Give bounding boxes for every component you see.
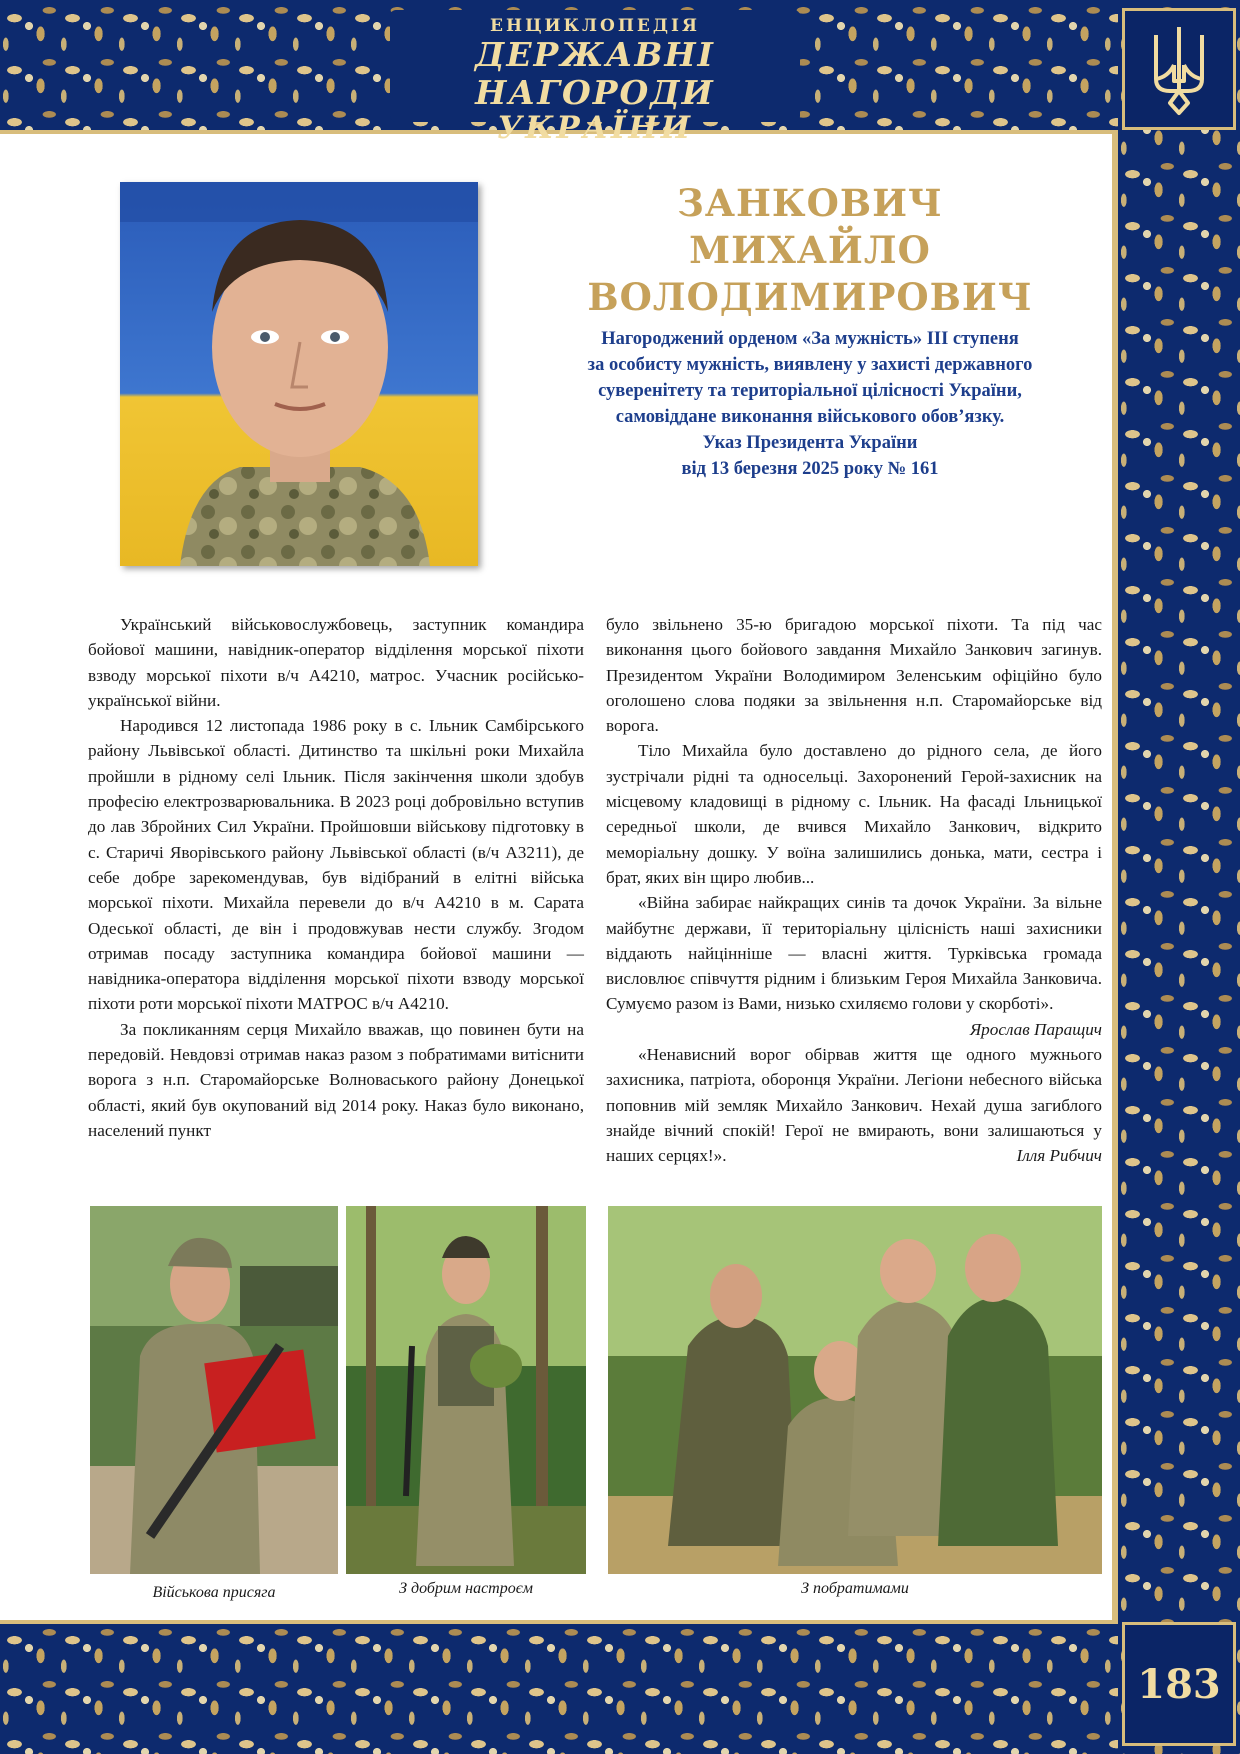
- emblem-box: [1122, 8, 1236, 130]
- page-number-box: [1122, 1622, 1236, 1746]
- decree-line: за особисту мужність, виявлену у захисті державного: [587, 355, 1033, 375]
- quote-paragraph: [606, 1042, 1102, 1168]
- photo-caption: Військова присяга: [152, 1584, 276, 1601]
- body-paragraph: було звільнено 35-ю бригадою морської піхоти. Та під час виконання цього бойового завдання Михайло Занкович загинув. Президентом України Володимиром Зеленським офіційно було оголошено слова подяки за звільнення н.п. Старомайорське від ворога.: [606, 615, 1102, 736]
- decree-line: Нагороджений орденом «За мужність» ІІІ ступеня: [601, 329, 1019, 349]
- ornamental-border-right: [1118, 0, 1240, 1754]
- body-paragraph: Народився 12 листопада 1986 року в с. Ільник Самбірського району Львівської області. Дитинство та шкільні роки Михайла пройшли в рідному селі Ільник. Після закінчення школи здобув професію електрозварювальника. В 2023 році добровільно вступив до лав Збройних Сил України. Пройшовши військову підготовку в с. Старичі Яворівського району Львівської області (в/ч А3211), де себе добре зарекомендував, був відібраний в елітні війська морської піхоти. Михайла перевели до в/ч А4210 в м. Сарата Одеської області, де він і продовжував нести службу. Згодом отримав посаду заступника командира бойової машини — навідника-оператора відділення морської піхоти взводу морської піхоти роти морської піхоти МАТРОС в/ч А4210.: [88, 716, 584, 1014]
- hero-patronymic: ВОЛОДИМИРОВИЧ: [587, 275, 1033, 319]
- banner-line-2: ДЕРЖАВНІ НАГОРОДИ: [475, 35, 715, 112]
- ornamental-border-bottom: [0, 1622, 1118, 1754]
- page-number: 183: [1137, 1660, 1221, 1708]
- body-paragraph: Український військовослужбовець, заступник командира бойової машини, навідник-оператор відділення морської піхоти взводу морської піхоти в/ч А4210, матрос. Учасник російсько-української війни.: [88, 615, 584, 710]
- photo-caption: З добрим настроєм: [399, 1580, 533, 1597]
- decree-line: суверенітету та територіальної цілісності України,: [598, 381, 1022, 401]
- hero-name: [548, 180, 1072, 321]
- photo-good-mood: [346, 1206, 586, 1574]
- award-decree: [548, 326, 1072, 482]
- decree-line: Указ Президента України: [702, 433, 918, 453]
- photo-with-comrades: [608, 1206, 1102, 1574]
- quote-author: Ярослав Паращич: [969, 1019, 1102, 1039]
- body-column-left: [88, 612, 584, 1143]
- photo-caption: З побратимами: [801, 1580, 909, 1597]
- trident-icon: [1148, 21, 1210, 117]
- encyclopedia-banner: [390, 10, 800, 146]
- banner-line-1: ЕНЦИКЛОПЕДІЯ: [490, 16, 700, 36]
- quote-text: «Ненависний ворог обірвав життя ще одного мужнього захисника, патріота, оборонця України. Легіони небесного війська поповнив мій земляк Михайло Занкович. Нехай душа загиблого знайде вічний спокій! Герої не вмирають, вони залишаються у наших серцях!».: [606, 1045, 1102, 1166]
- gold-rule-bottom: [0, 1620, 1118, 1624]
- photo-military-oath: [90, 1206, 338, 1574]
- body-column-right: [606, 612, 1102, 1169]
- body-paragraph: За покликанням серця Михайло вважав, що повинен бути на передовій. Невдовзі отримав наказ разом з побратимами витіснити ворога з н.п. Старомайорське Волноваського району Донецької області, який був окупований від 2014 року. Наказ було виконано, населений пункт: [88, 1019, 584, 1140]
- gold-rule-right: [1112, 132, 1118, 1622]
- banner-line-3: УКРАЇНИ: [497, 110, 693, 146]
- hero-given-name: МИХАЙЛО: [689, 228, 931, 272]
- quote-author: Ілля Рибчич: [1016, 1146, 1102, 1166]
- portrait-photo: [120, 182, 478, 566]
- quote-paragraph: «Війна забирає найкращих синів та дочок України. За вільне майбутнє держави, її територіальну цілісність наші захисники віддають найцінніше — власні життя. Турківська громада висловлює співчуття рідним і близьким Героя Михайла Занковича. Сумуємо разом із Вами, низько схиляємо голови у скорботі».: [606, 893, 1102, 1014]
- hero-surname: ЗАНКОВИЧ: [677, 181, 943, 225]
- body-paragraph: Тіло Михайла було доставлено до рідного села, де його зустрічали рідні та односельці. Захоронений Герой-захисник на місцевому кладовищі в рідному с. Ільник. На фасаді Ільницької середньої школи, де вчився Михайло Занкович, відкрито меморіальну дошку. У воїна залишились донька, мати, сестра і брат, яких він щиро любив...: [606, 741, 1102, 887]
- decree-line: самовіддане виконання військового обов’язку.: [615, 407, 1005, 427]
- decree-line: від 13 березня 2025 року № 161: [681, 459, 939, 479]
